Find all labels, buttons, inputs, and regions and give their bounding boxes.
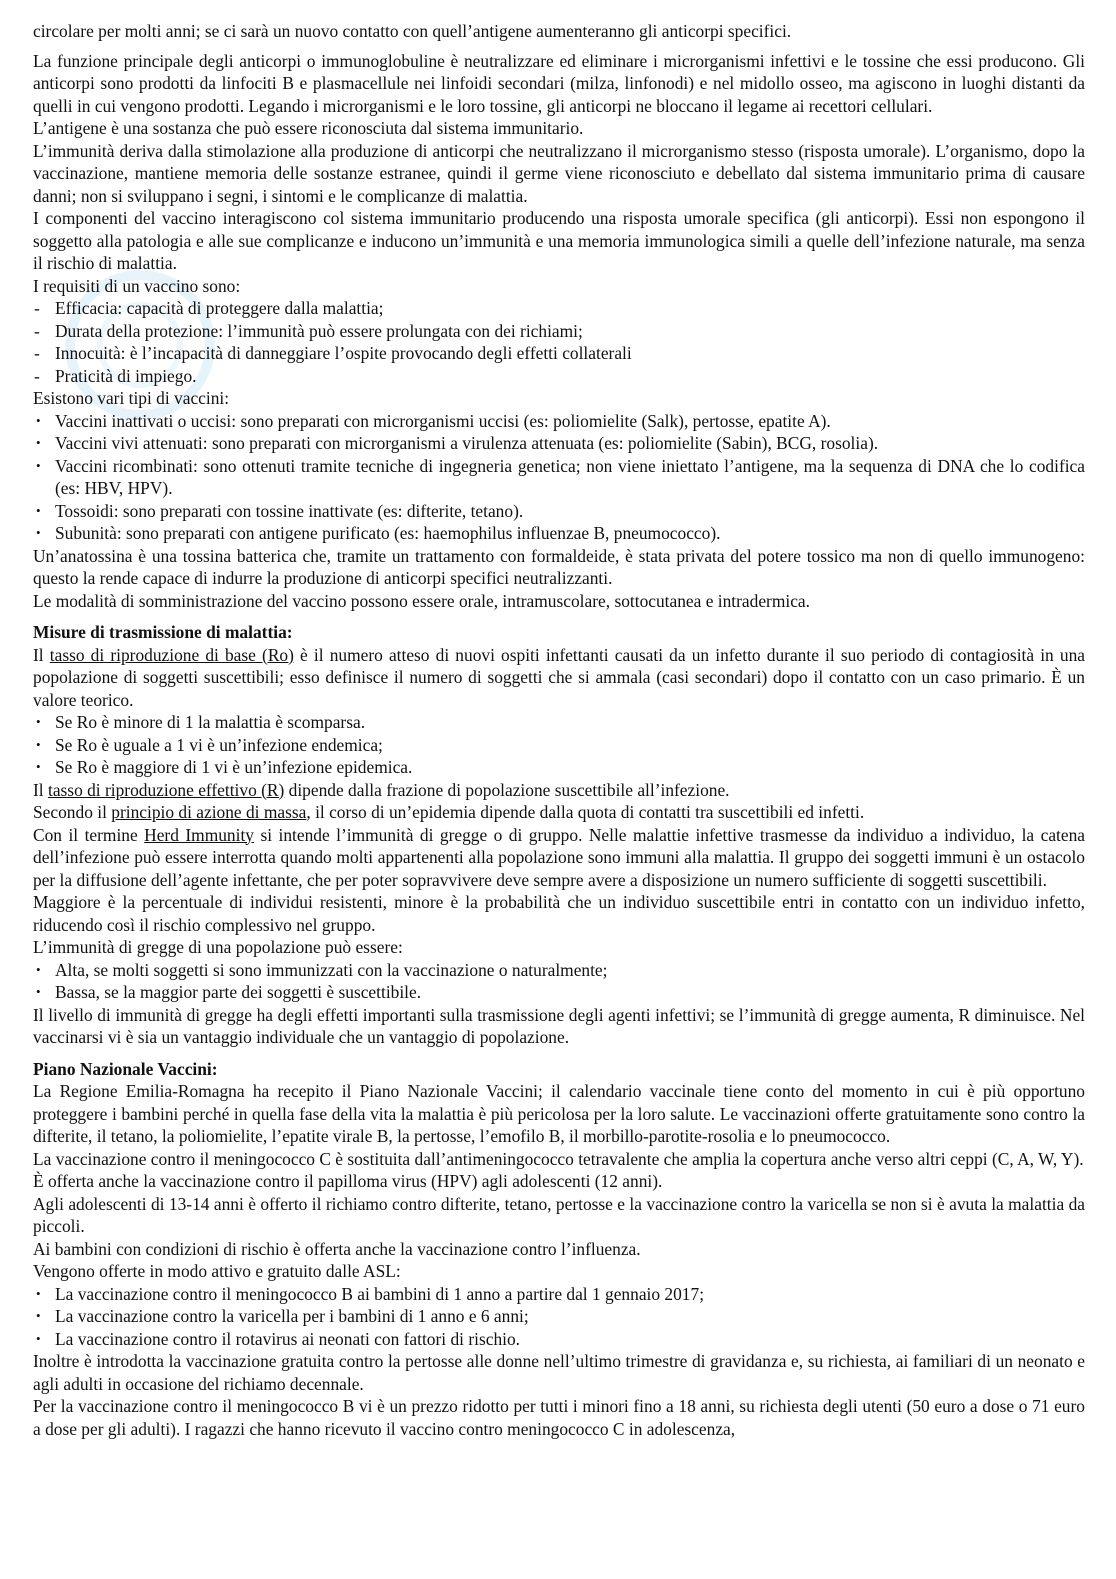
bullet-marker: •	[36, 714, 41, 729]
list-item	[33, 1283, 1085, 1306]
bullet-marker: •	[36, 984, 41, 999]
list-item	[33, 320, 1085, 343]
dash-marker: -	[34, 343, 40, 363]
dash-marker: -	[34, 320, 40, 341]
requirement-text: Praticità di impiego.	[55, 365, 197, 386]
paragraph-immunity-origin: L’immunità deriva dalla stimolazione alla produzione di anticorpi che neutralizzano il microrganismo stesso (risposta umorale). L’organismo, dopo la vaccinazione, mantiene memoria delle sostanze estranee, quindi il germe viene riconosciuto e debellato dal sistema immunitario prima di causare danni; non si sviluppano i segni, i sintomi e le complicanze di malattia.	[33, 140, 1085, 206]
gregge-level-text: Alta, se molti soggetti si sono immunizzati con la vaccinazione o naturalmente;	[55, 959, 608, 980]
paragraph-antigen-definition: L’antigene è una sostanza che può essere riconosciuta dal sistema immunitario.	[33, 118, 584, 138]
list-item	[33, 365, 1085, 388]
vaccine-type-text: Vaccini inattivati o uccisi: sono preparati con microrganismi uccisi (es: poliomielite (Salk), pertosse, epatite A).	[55, 410, 831, 431]
r0-case-text: Se Ro è minore di 1 la malattia è scomparsa.	[55, 712, 366, 732]
vaccine-type-text: Vaccini ricombinati: sono ottenuti tramite tecniche di ingegneria genetica; non viene iniettato l’antigene, ma la sequenza di DNA che lo codifica (es: HBV, HPV).	[55, 455, 1085, 498]
herd-prefix: Con il termine	[33, 824, 145, 845]
r0-definition: è il numero atteso di nuovi ospiti infettanti causati da un infetto durante il suo periodo di contagiosità in una popolazione di soggetti suscettibili; esso definisce il numero di soggetti che si ammala (casi secondari) dopo il contatto con un caso primario. È un valore teorico.	[33, 644, 1085, 710]
list-item	[33, 455, 1085, 500]
list-item	[33, 522, 1085, 545]
document-page	[33, 20, 1085, 1440]
list-item	[33, 959, 1085, 982]
requirement-text: Durata della protezione: l’immunità può essere prolungata con dei richiami;	[55, 320, 583, 341]
paragraph-piano-3: È offerta anche la vaccinazione contro il papilloma virus (HPV) agli adolescenti (12 anni).	[33, 1171, 663, 1191]
gregge-levels-list	[33, 959, 1085, 1004]
asl-offer-text: La vaccinazione contro la varicella per i bambini di 1 anno e 6 anni;	[55, 1306, 529, 1326]
list-item	[33, 711, 1085, 734]
bullet-marker: •	[36, 1285, 41, 1301]
list-item	[33, 981, 1085, 1004]
paragraph-azione-di-massa	[33, 801, 1085, 824]
massa-prefix: Secondo il	[33, 802, 112, 822]
list-item	[33, 342, 1085, 365]
r-prefix: Il	[33, 779, 48, 800]
paragraph-piano-8: Per la vaccinazione contro il meningococco B vi è un prezzo ridotto per tutti i minori fino a 18 anni, su richiesta degli utenti (50 euro a dose o 71 euro a dose per gli adulti). I ragazzi che hanno ricevuto il vaccino contro meningococco C in adolescenza,	[33, 1396, 1085, 1439]
bullet-marker: •	[36, 1308, 41, 1323]
vaccine-type-text: Tossoidi: sono preparati con tossine inattivate (es: difterite, tetano).	[55, 500, 524, 521]
bullet-marker: •	[36, 961, 41, 977]
r0-term: tasso di riproduzione di base (Ro)	[49, 644, 294, 665]
paragraph-requirements-intro: I requisiti di un vaccino sono:	[33, 275, 241, 296]
r0-cases-list	[33, 711, 1085, 779]
list-item	[33, 1328, 1085, 1351]
bullet-marker: •	[36, 759, 41, 774]
list-item	[33, 432, 1085, 455]
dash-marker: -	[34, 365, 40, 386]
herd-definition: si intende l’immunità di gregge o di gruppo. Nelle malattie infettive trasmesse da individuo a individuo, la catena dell’infezione può essere interrotta quando molti appartenenti alla popolazione sono immuni alla malattia. Il gruppo dei soggetti immuni è un ostacolo per la diffusione dell’agente infettante, che per poter sopravvivere deve sempre avere a disposizione un numero sufficiente di soggetti suscettibili.	[33, 824, 1086, 890]
paragraph-r-effettivo	[33, 779, 1085, 802]
list-item	[33, 734, 1085, 757]
paragraph-r0	[33, 644, 1085, 712]
heading-piano-nazionale: Piano Nazionale Vaccini:	[33, 1058, 218, 1079]
paragraph-piano-4: Agli adolescenti di 13-14 anni è offerto il richiamo contro difterite, tetano, pertosse e la vaccinazione contro la varicella se non si è avuta la malattia da piccoli.	[33, 1193, 1085, 1236]
r0-case-text: Se Ro è maggiore di 1 vi è un’infezione epidemica.	[55, 757, 413, 777]
massa-definition: , il corso di un’epidemia dipende dalla quota di contatti tra suscettibili ed infetti.	[306, 802, 865, 822]
paragraph-antibody-function: La funzione principale degli anticorpi o immunoglobuline è neutralizzare ed eliminare i microrganismi infettivi e le tossine che essi producono. Gli anticorpi sono prodotti da linfociti B e plasmacellule nei linfoidi secondari (milza, linfonodi) e nel midollo osseo, ma agiscono in luoghi distanti da quelli in cui vengono prodotti. Legando i microrganismi e le loro tossine, gli anticorpi ne bloccano il legame ai recettori cellulari.	[33, 50, 1085, 116]
paragraph-piano-7: Inoltre è introdotta la vaccinazione gratuita contro la pertosse alle donne nell’ultimo trimestre di gravidanza e, su richiesta, ai familiari di un neonato e agli adulti in occasione del richiamo decennale.	[33, 1351, 1085, 1394]
asl-offer-text: La vaccinazione contro il rotavirus ai neonati con fattori di rischio.	[55, 1328, 521, 1349]
paragraph-livello-immunita: Il livello di immunità di gregge ha degli effetti importanti sulla trasmissione degli agenti infettivi; se l’immunità di gregge aumenta, R diminuisce. Nel vaccinarsi vi è sia un vantaggio individuale che un vantaggio di popolazione.	[33, 1004, 1085, 1047]
list-item	[33, 500, 1085, 523]
bullet-marker: •	[36, 736, 41, 752]
paragraph-modalita: Le modalità di somministrazione del vaccino possono essere orale, intramuscolare, sottocutanea e intradermica.	[33, 590, 810, 611]
paragraph-piano-6: Vengono offerte in modo attivo e gratuito dalle ASL:	[33, 1261, 401, 1281]
r0-prefix: Il	[33, 644, 50, 665]
paragraph-intro-continuation: circolare per molti anni; se ci sarà un nuovo contatto con quell’antigene aumenteranno gli anticorpi specifici.	[33, 21, 792, 41]
heading-trasmissione: Misure di trasmissione di malattia:	[33, 622, 293, 642]
r-definition: dipende dalla frazione di popolazione suscettibile all’infezione.	[284, 779, 730, 800]
dash-marker: -	[34, 298, 40, 318]
bullet-marker: •	[36, 502, 41, 518]
list-item	[33, 756, 1085, 779]
vaccine-type-text: Subunità: sono preparati con antigene purificato (es: haemophilus influenzae B, pneumococco).	[55, 523, 721, 543]
asl-offer-text: La vaccinazione contro il meningococco B ai bambini di 1 anno a partire dal 1 gennaio 2017;	[55, 1283, 705, 1304]
requirements-list	[33, 297, 1085, 387]
bullet-marker: •	[36, 525, 41, 540]
paragraph-types-intro: Esistono vari tipi di vaccini:	[33, 388, 230, 408]
paragraph-anatossina: Un’anatossina è una tossina batterica che, tramite un trattamento con formaldeide, è stata privata del potere tossico ma non di quello immunogeno: questo la rende capace di indurre la produzione di anticorpi specifici neutralizzanti.	[33, 545, 1085, 588]
herd-term: Herd Immunity	[144, 824, 254, 845]
list-item	[33, 1305, 1085, 1328]
massa-term: principio di azione di massa	[111, 802, 307, 822]
paragraph-piano-1: La Regione Emilia-Romagna ha recepito il Piano Nazionale Vaccini; il calendario vaccinale tiene conto del momento in cui è più opportuno proteggere i bambini perché in quella fase della vita la malattia è più pericolosa per la loro salute. Le vaccinazioni offerte gratuitamente sono contro la difterite, il tetano, la poliomielite, l’epatite virale B, la pertosse, l’emofilo B, il morbillo-parotite-rosolia e lo pneumococco.	[33, 1081, 1085, 1146]
r0-case-text: Se Ro è uguale a 1 vi è un’infezione endemica;	[55, 734, 383, 755]
paragraph-gregge-intro: L’immunità di gregge di una popolazione può essere:	[33, 937, 403, 957]
vaccine-type-text: Vaccini vivi attenuati: sono preparati con microrganismi a virulenza attenuata (es: poliomielite (Sabin), BCG, rosolia).	[55, 433, 879, 453]
bullet-marker: •	[36, 1330, 41, 1346]
gregge-level-text: Bassa, se la maggior parte dei soggetti è suscettibile.	[55, 982, 422, 1002]
bullet-marker: •	[36, 457, 41, 473]
requirement-text: Innocuità: è l’incapacità di danneggiare l’ospite provocando degli effetti collaterali	[55, 343, 632, 363]
paragraph-piano-2: La vaccinazione contro il meningococco C è sostituita dall’antimeningococco tetravalente che amplia la copertura anche verso altri ceppi (C, A, W, Y).	[33, 1148, 1084, 1169]
asl-offers-list	[33, 1283, 1085, 1351]
bullet-marker: •	[36, 412, 41, 428]
list-item	[33, 410, 1085, 433]
paragraph-piano-5: Ai bambini con condizioni di rischio è offerta anche la vaccinazione contro l’influenza.	[33, 1238, 641, 1259]
bullet-marker: •	[36, 435, 41, 450]
list-item	[33, 297, 1085, 320]
paragraph-vaccine-components: I componenti del vaccino interagiscono col sistema immunitario producendo una risposta umorale specifica (gli anticorpi). Essi non espongono il soggetto alla patologia e alle sue complicanze e inducono un’immunità e una memoria immunologica simili a quelle dell’infezione naturale, ma senza il rischio di malattia.	[33, 208, 1085, 273]
vaccine-types-list	[33, 410, 1085, 545]
paragraph-herd-immunity	[33, 824, 1085, 892]
r-term: tasso di riproduzione effettivo (R)	[47, 779, 285, 800]
requirement-text: Efficacia: capacità di proteggere dalla malattia;	[55, 298, 384, 318]
paragraph-resistenti: Maggiore è la percentuale di individui resistenti, minore è la probabilità che un individuo suscettibile entri in contatto con un individuo infetto, riducendo così il rischio complessivo nel gruppo.	[33, 892, 1085, 935]
